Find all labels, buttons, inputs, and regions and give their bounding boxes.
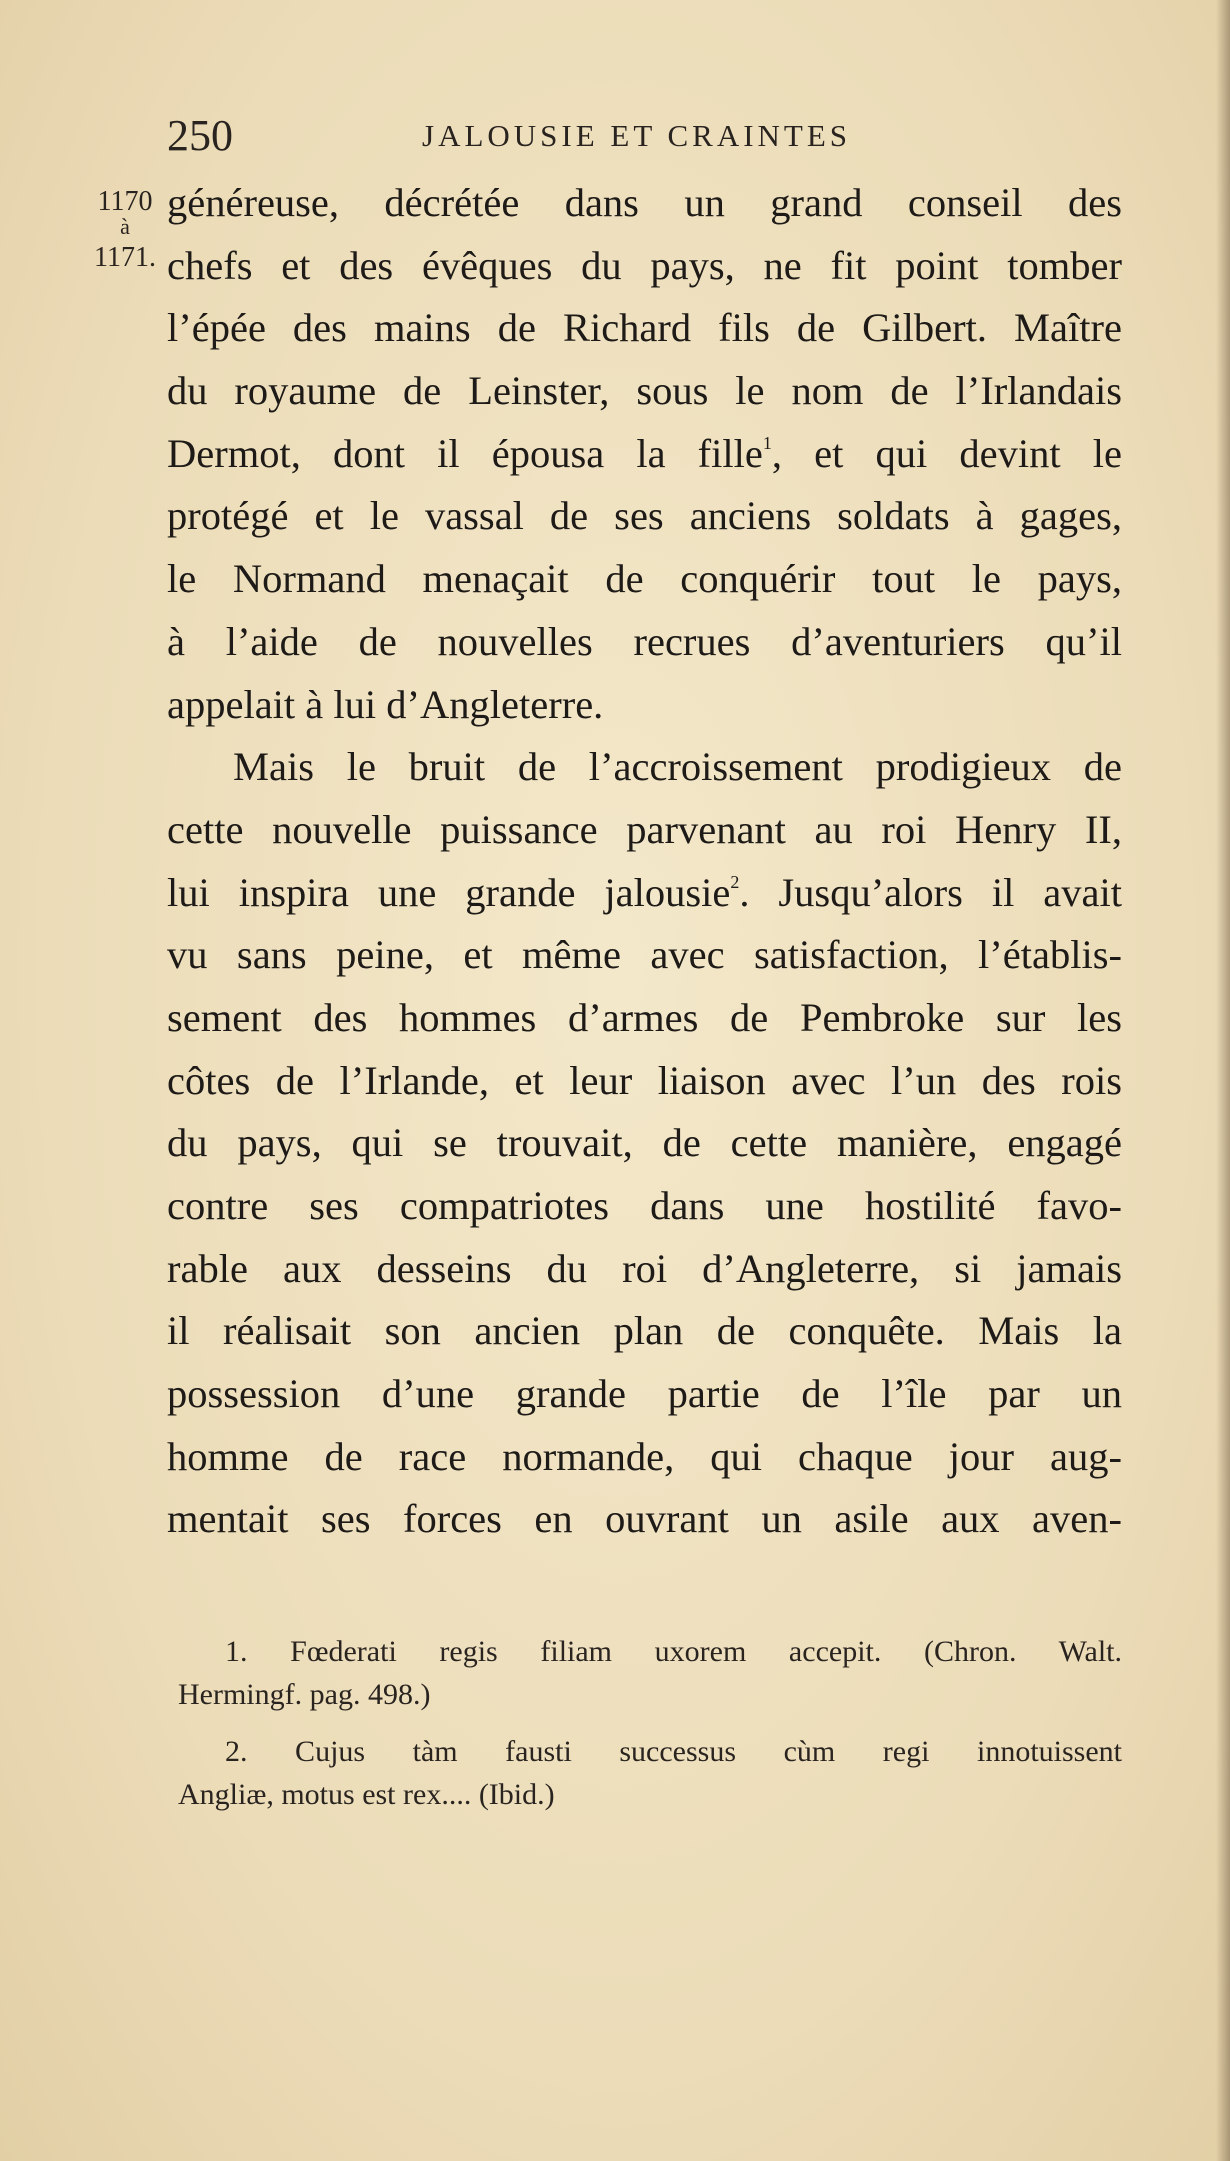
footnote-2: [178, 1730, 1122, 1816]
text-segment: Dermot, dont il épousa la fille: [167, 430, 763, 476]
text-line: du royaume de Leinster, sous le nom de l’Irlandais: [167, 368, 1122, 414]
footnote-line: 1. Fœderati regis filiam uxorem accepit. (Chron. Walt.: [225, 1635, 1122, 1668]
margin-year-end: 1171.: [94, 242, 156, 273]
text-line: rable aux desseins du roi d’Angleterre, si jamais: [167, 1245, 1122, 1291]
text-line: Mais le bruit de l’accroissement prodigieux de: [233, 744, 1122, 790]
margin-year-start: 1170: [97, 186, 153, 217]
running-title: JALOUSIE ET CRAINTES: [422, 118, 852, 153]
text-line: appelait à lui d’Angleterre.: [167, 681, 604, 727]
text-line: du pays, qui se trouvait, de cette manière, engagé: [167, 1120, 1122, 1166]
text-line-with-note: [167, 862, 1122, 925]
text-line: protégé et le vassal de ses anciens soldats à gages,: [167, 493, 1122, 539]
text-line: cette nouvelle puissance parvenant au roi Henry II,: [167, 806, 1122, 852]
running-head: [167, 110, 1122, 162]
page-number: 250: [167, 111, 233, 160]
body-text: [167, 172, 1122, 1551]
note-reference-2: 2: [730, 871, 740, 892]
footnote-line: Angliæ, motus est rex.... (Ibid.): [178, 1778, 555, 1811]
text-line: à l’aide de nouvelles recrues d’aventuriers qu’il: [167, 618, 1122, 664]
text-line: l’épée des mains de Richard fils de Gilbert. Maître: [167, 305, 1122, 351]
footnote-1: [178, 1630, 1122, 1716]
footnotes: [178, 1630, 1122, 1830]
text-line: chefs et des évêques du pays, ne fit point tomber: [167, 242, 1122, 288]
footnote-line: 2. Cujus tàm fausti successus cùm regi innotuissent: [225, 1735, 1122, 1768]
note-reference-1: 1: [762, 432, 772, 453]
margin-connector: à: [120, 214, 130, 239]
text-line: mentait ses forces en ouvrant un asile aux aven-: [167, 1496, 1122, 1542]
text-line-with-note: [167, 423, 1122, 486]
text-line: côtes de l’Irlande, et leur liaison avec l’un des rois: [167, 1057, 1122, 1103]
text-line: homme de race normande, qui chaque jour aug-: [167, 1433, 1122, 1479]
text-line: généreuse, décrétée dans un grand conseil des: [167, 180, 1122, 225]
text-segment: lui inspira une grande jalousie: [167, 869, 731, 915]
text-line: le Normand menaçait de conquérir tout le pays,: [167, 556, 1122, 602]
footnote-line: Hermingf. pag. 498.): [178, 1678, 431, 1711]
text-segment: . Jusqu’alors il avait: [739, 869, 1122, 915]
text-line: possession d’une grande partie de l’île par un: [167, 1371, 1122, 1417]
text-line: contre ses compatriotes dans une hostilité favo-: [167, 1183, 1122, 1228]
text-line: vu sans peine, et même avec satisfaction, l’établis-: [167, 932, 1122, 978]
text-segment: , et qui devint le: [771, 430, 1122, 476]
text-line: il réalisait son ancien plan de conquête. Mais la: [167, 1308, 1122, 1354]
text-line: sement des hommes d’armes de Pembroke sur les: [167, 994, 1122, 1040]
